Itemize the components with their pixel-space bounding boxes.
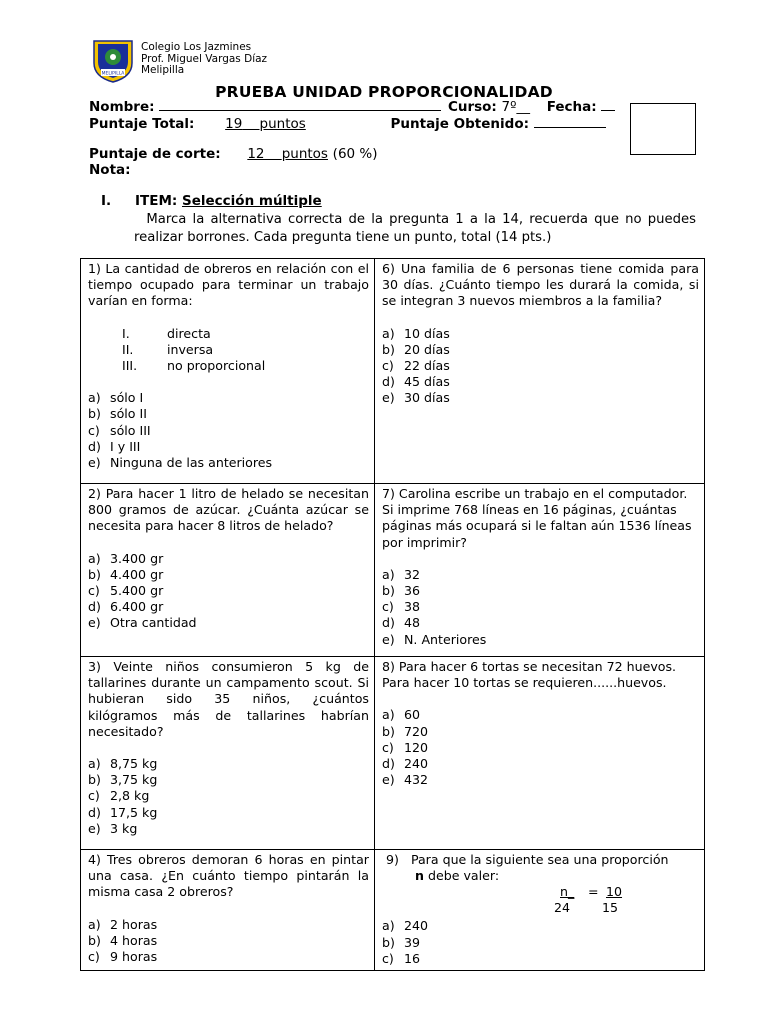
school-info: [141, 42, 267, 77]
question-8: [375, 657, 705, 850]
fecha-blank[interactable]: [601, 99, 615, 111]
option-c[interactable]: c) 5.400 gr: [88, 583, 164, 599]
option-a[interactable]: a) 8,75 kg: [88, 756, 158, 772]
option-b[interactable]: b) sólo II: [88, 406, 147, 422]
option-a[interactable]: a) 32: [382, 566, 421, 582]
option-d[interactable]: d) I y III: [88, 438, 141, 454]
question-text: 2) Para hacer 1 litro de helado se necesitan 800 gramos de azúcar. ¿Cuánta azúcar se necesita para hacer 8 litros de helado?: [88, 486, 369, 534]
question-text: 6) Una familia de 6 personas tiene comida para 30 días. ¿Cuánto tiempo les durará la comida, si se integran 3 nuevos miembros a la familia?: [382, 261, 699, 309]
option-d[interactable]: d) 240: [382, 756, 429, 772]
teacher-name: Prof. Miguel Vargas Díaz: [141, 52, 268, 65]
question-7: [375, 484, 705, 657]
question-6: [375, 259, 705, 484]
option-a[interactable]: a) 60: [382, 707, 421, 723]
question-text: 9) Para que la siguiente sea una proporción: [382, 852, 669, 867]
section-title: Selección múltiple: [182, 193, 322, 209]
option-b[interactable]: b) 20 días: [382, 341, 450, 357]
option-c[interactable]: c) sólo III: [88, 422, 151, 438]
puntaje-total-label: Puntaje Total:: [89, 116, 195, 132]
question-9: [375, 850, 705, 971]
puntaje-obtenido-label: Puntaje Obtenido:: [390, 116, 529, 132]
option-b[interactable]: b) 4 horas: [88, 932, 158, 948]
section-roman: I.: [101, 193, 112, 209]
nombre-blank[interactable]: [159, 99, 441, 111]
puntaje-corte-row: [89, 146, 378, 162]
proportion-fraction: [552, 884, 699, 918]
option-a[interactable]: a) 240: [382, 918, 429, 934]
nombre-label: Nombre:: [89, 99, 155, 115]
puntaje-corte-value: 12 puntos: [247, 146, 328, 162]
option-e[interactable]: e) Otra cantidad: [88, 615, 197, 631]
fraction-num2: 10: [606, 884, 623, 900]
option-c[interactable]: c) 16: [382, 950, 421, 966]
puntaje-obtenido-blank[interactable]: [534, 116, 606, 128]
option-c[interactable]: c) 120: [382, 739, 429, 755]
option-d[interactable]: d) 48: [382, 615, 421, 631]
option-e[interactable]: e) N. Anteriores: [382, 631, 487, 647]
fraction-den2: 15: [602, 900, 619, 916]
school-name: Colegio Los Jazmines: [141, 41, 252, 53]
option-e[interactable]: e) Ninguna de las anteriores: [88, 455, 273, 471]
roman-item: III. no proporcional: [122, 358, 266, 374]
question-text: 7) Carolina escribe un trabajo en el computador. Si imprime 768 líneas en 16 páginas, ¿cuántas páginas más ocupará si le faltan aún 1536 líneas por imprimir?: [382, 486, 692, 550]
option-c[interactable]: c) 2,8 kg: [88, 788, 150, 804]
nota-label: Nota:: [89, 162, 131, 178]
question-text: 8) Para hacer 6 tortas se necesitan 72 huevos. Para hacer 10 tortas se requieren......huevos.: [382, 659, 677, 691]
option-b[interactable]: b) 4.400 gr: [88, 566, 164, 582]
question-var-line: n debe valer:: [415, 868, 500, 884]
question-3: [81, 657, 375, 850]
puntaje-corte-pct: (60 %): [332, 146, 378, 162]
table-row: [81, 850, 705, 971]
fecha-label: Fecha:: [546, 99, 597, 115]
question-4: [81, 850, 375, 971]
question-text: 1) La cantidad de obreros en relación con el tiempo ocupado para terminar un trabajo varían en forma:: [88, 261, 369, 309]
option-c[interactable]: c) 38: [382, 599, 421, 615]
nombre-row: [89, 99, 615, 115]
option-a[interactable]: a) 10 días: [382, 325, 450, 341]
option-a[interactable]: a) sólo I: [88, 390, 144, 406]
question-text: 4) Tres obreros demoran 6 horas en pintar una casa. ¿En cuánto tiempo pintarán la misma casa 2 obreros?: [88, 852, 369, 900]
table-row: [81, 657, 705, 850]
table-row: [81, 259, 705, 484]
option-e[interactable]: e) 3 kg: [88, 820, 138, 836]
option-d[interactable]: d) 6.400 gr: [88, 599, 164, 615]
roman-item: II. inversa: [122, 341, 214, 357]
question-1: [81, 259, 375, 484]
section-item-label: ITEM:: [135, 193, 178, 209]
curso-label: Curso:: [447, 99, 497, 115]
option-d[interactable]: d) 17,5 kg: [88, 804, 158, 820]
question-2: [81, 484, 375, 657]
question-text: 3) Veinte niños consumieron 5 kg de tallarines durante un campamento scout. Si hubieran sido 35 niños, ¿cuántos kilógramos más de tallarines habrían necesitado?: [88, 659, 369, 739]
puntaje-total-row: [89, 116, 606, 132]
puntaje-corte-label: Puntaje de corte:: [89, 146, 221, 162]
school-city: Melipilla: [141, 64, 185, 76]
option-e[interactable]: e) 432: [382, 772, 429, 788]
svg-text:MELIPILLA: MELIPILLA: [101, 71, 125, 77]
table-row: [81, 484, 705, 657]
curso-value: 7º__: [501, 99, 530, 115]
school-logo: [92, 39, 134, 83]
option-b[interactable]: b) 36: [382, 583, 421, 599]
page-title: PRUEBA UNIDAD PROPORCIONALIDAD: [215, 83, 553, 101]
option-b[interactable]: b) 3,75 kg: [88, 772, 158, 788]
section-instructions: Marca la alternativa correcta de la pregunta 1 a la 14, recuerda que no puedes realizar borrones. Cada pregunta tiene un punto, total (14 pts.): [134, 212, 696, 245]
roman-item: I. directa: [122, 325, 211, 341]
fraction-eq: =: [588, 884, 599, 900]
option-b[interactable]: b) 39: [382, 934, 421, 950]
option-a[interactable]: a) 2 horas: [88, 916, 158, 932]
option-c[interactable]: c) 9 horas: [88, 949, 158, 965]
section-heading: [101, 193, 322, 209]
fraction-num1: n_: [560, 884, 575, 900]
option-e[interactable]: e) 30 días: [382, 390, 450, 406]
puntaje-total-value: 19 puntos: [225, 116, 306, 132]
option-a[interactable]: a) 3.400 gr: [88, 550, 164, 566]
fraction-den1: 24: [554, 900, 571, 916]
option-d[interactable]: d) 45 días: [382, 374, 450, 390]
option-b[interactable]: b) 720: [382, 723, 429, 739]
questions-table: [80, 258, 705, 971]
option-c[interactable]: c) 22 días: [382, 358, 450, 374]
grade-box[interactable]: [630, 103, 696, 155]
